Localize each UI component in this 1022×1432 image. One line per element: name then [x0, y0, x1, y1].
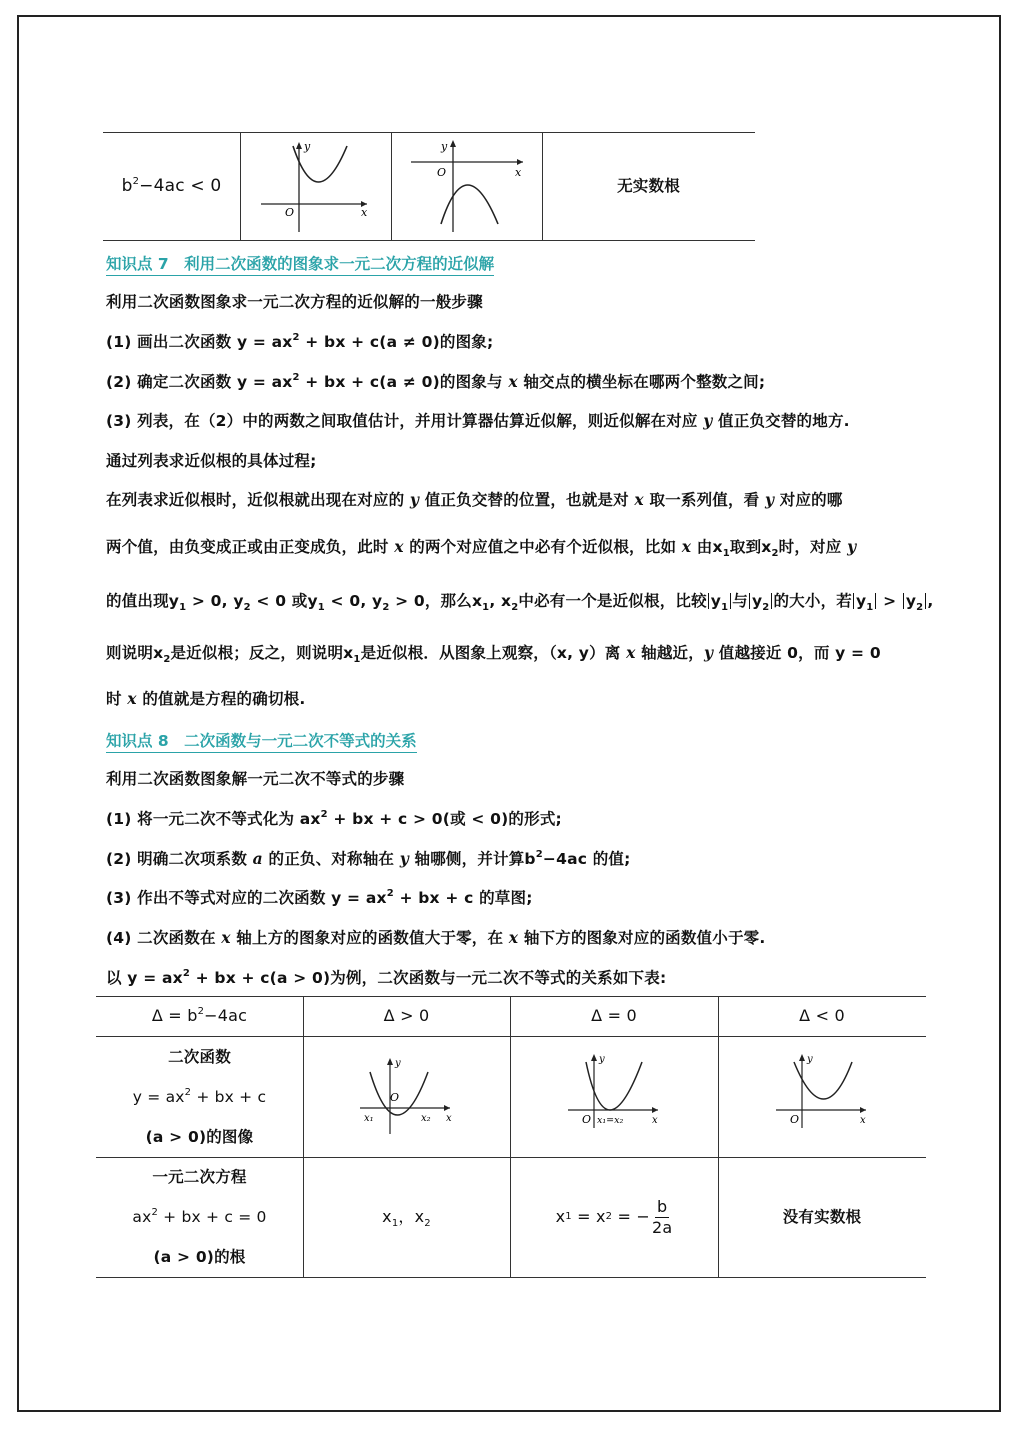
section-heading-8: 知识点 8 二次函数与一元二次不等式的关系 [106, 729, 417, 753]
process-line-4: 则说明$x_2$是近似根；反之，则说明$x_1$是近似根．从图象上观察，（x, y）离 x 轴越近，y 值越接近 0，而 y = 0 [106, 643, 881, 665]
step-3: (3) 列表，在（2）中的两数之间取值估计，并用计算器估算近似解，则近似解在对应 y 值正负交替的地方. [106, 411, 850, 430]
graph-y-label: y [807, 1054, 813, 1065]
fraction: $\frac{b}{2a}$ [652, 1196, 673, 1237]
graph-origin-label: O [790, 1113, 800, 1126]
graph-origin-label: O [390, 1091, 400, 1104]
header-zero: Δ = 0 [591, 1006, 637, 1025]
row-equation-label: 一元二次方程 $ax^2$ + bx + c = 0 (a > 0)的根 [132, 1168, 267, 1266]
graph-x-label: x [860, 1115, 866, 1126]
table-rule [96, 1277, 926, 1278]
graph-x-label: x [446, 1113, 452, 1124]
downward-parabola-graph [403, 136, 531, 236]
step-1: (1) 画出二次函数 $y = ax^2$ + bx + c(a ≠ 0)的图象; [106, 332, 494, 351]
step-2: (2) 明确二次项系数 a 的正负、对称轴在 y 轴哪侧，并计算$b^2-4ac$ 的值; [106, 849, 631, 868]
double-root-cell: x 1 = x 2 = − $\frac{b}{2a}$ [555, 1196, 673, 1237]
parabola-double-root-graph [564, 1048, 668, 1132]
graph-root-2-label: x₂ [421, 1113, 431, 1124]
header-discriminant: $\Delta = b^2-4ac$ [151, 1006, 248, 1025]
upward-parabola-graph [255, 136, 375, 236]
step-1: (1) 将一元二次不等式化为 $ax^2$ + bx + c > 0(或 < 0)的形式; [106, 809, 562, 828]
steps-title-7: 利用二次函数图象求一元二次方程的近似解的一般步骤 [106, 293, 483, 311]
graph-y-label: y [395, 1058, 401, 1069]
no-roots-cell: 没有实数根 [782, 1208, 862, 1226]
step-3: (3) 作出不等式对应的二次函数 $y = ax^2$ + bx + c 的草图; [106, 888, 533, 907]
table-intro: 以 $y = ax^2$ + bx + c(a > 0)为例，二次函数与一元二次不等式的关系如下表: [106, 968, 667, 987]
process-title: 通过列表求近似根的具体过程; [106, 452, 317, 470]
graph-origin-label: O [285, 206, 295, 219]
step-2: (2) 确定二次函数 $y = ax^2$ + bx + c(a ≠ 0)的图象与 x 轴交点的横坐标在哪两个整数之间; [106, 372, 766, 391]
step-4: (4) 二次函数在 x 轴上方的图象对应的函数值大于零，在 x 轴下方的图象对应的函数值小于零. [106, 928, 766, 947]
graph-origin-label: O [582, 1113, 592, 1126]
process-line-2: 两个值，由负变成正或由正变成负，此时 x 的两个对应值之中必有个近似根，比如 x 由$x_1$取到$x_2$时，对应 y [106, 537, 857, 559]
process-line-1: 在列表求近似根时，近似根就出现在对应的 y 值正负交替的位置，也就是对 x 取一系列值，看 y 对应的哪 [106, 490, 843, 509]
graph-origin-label: O [437, 166, 447, 179]
section-heading-7: 知识点 7 利用二次函数的图象求一元二次方程的近似解 [106, 252, 494, 276]
process-line-3: 的值出现$y_1 > 0$, $y_2 < 0$ 或$y_1 < 0$, $y_2 > 0$，那么$x_1$, $x_2$中必有一个是近似根，比较 $y_1$ 与 $y_2$ 的大小，若 $y_1 > y_2$ , [106, 592, 934, 613]
process-line-5: 时 x 的值就是方程的确切根. [106, 689, 306, 708]
graph-x-label: x [515, 166, 522, 179]
parabola-two-roots-graph [354, 1048, 466, 1140]
top-table-divider [240, 132, 241, 240]
steps-title-8: 利用二次函数图象解一元二次不等式的步骤 [106, 770, 405, 788]
graph-y-label: y [599, 1054, 605, 1065]
graph-x-label: x [361, 206, 368, 219]
row-function-label: 二次函数 $y = ax^2$ + bx + c (a > 0)的图像 [132, 1047, 267, 1146]
top-table-divider [391, 132, 392, 240]
top-row-result: 无实数根 [617, 177, 680, 195]
graph-root-1-label: x₁ [364, 1113, 374, 1124]
header-negative: Δ < 0 [799, 1006, 845, 1025]
top-table-bottom-rule [103, 240, 755, 241]
two-roots-cell: $x_1$，$x_2$ [382, 1207, 431, 1229]
header-positive: Δ > 0 [383, 1006, 430, 1025]
graph-y-label: y [304, 140, 311, 153]
graph-double-root-label: x₁=x₂ [597, 1115, 624, 1126]
parabola-no-roots-graph [772, 1048, 876, 1132]
top-row-label: $b^2-4ac < 0$ [121, 176, 222, 196]
graph-x-label: x [652, 1115, 658, 1126]
graph-y-label: y [441, 140, 448, 153]
